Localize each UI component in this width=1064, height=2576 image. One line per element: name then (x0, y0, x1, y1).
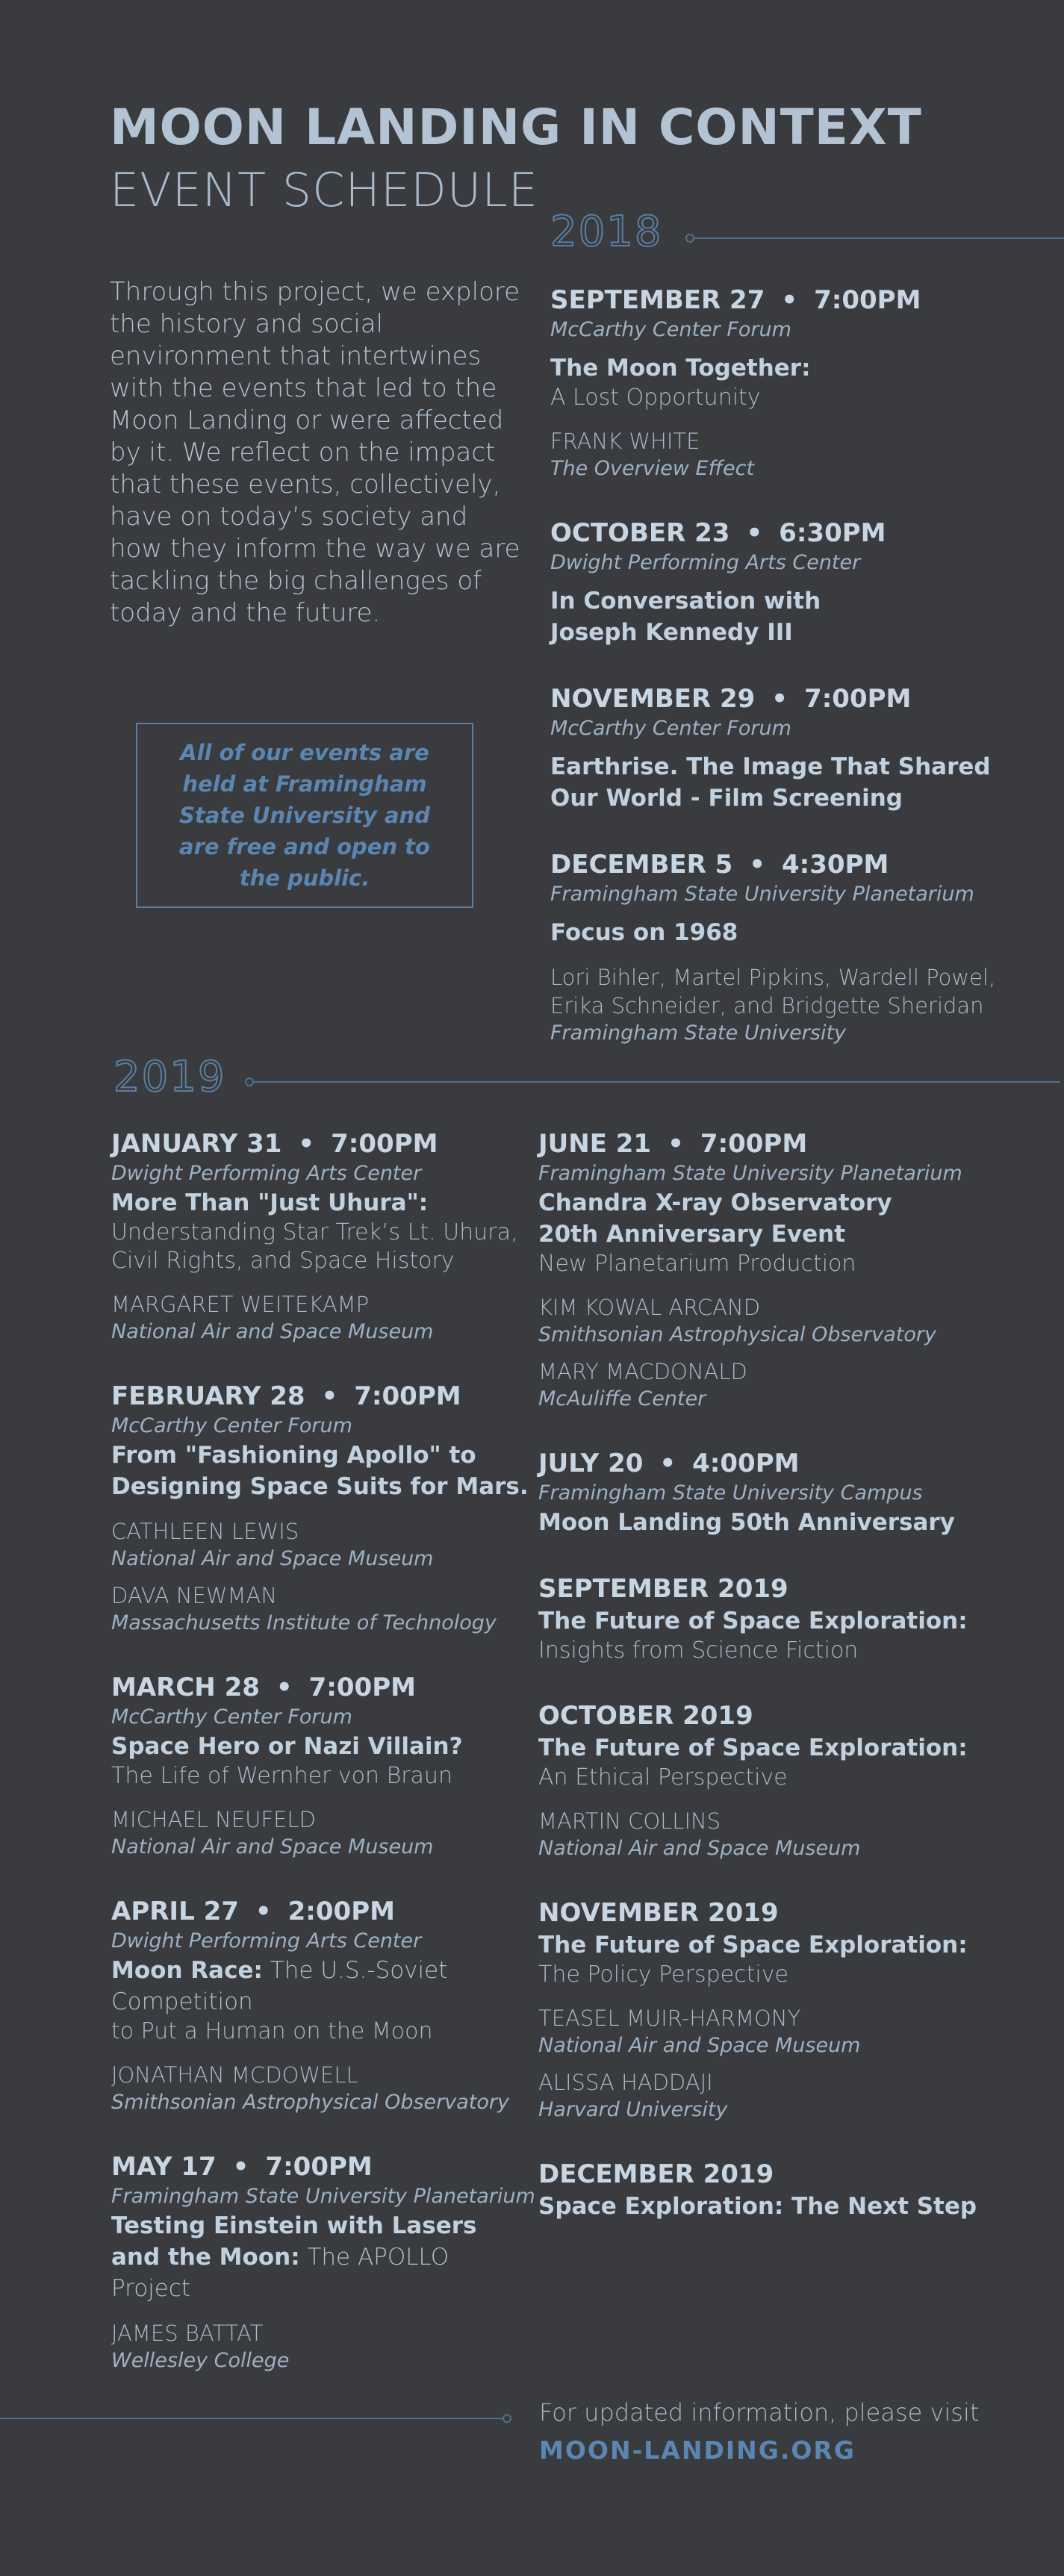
website-link[interactable]: MOON-LANDING.ORG (539, 2436, 856, 2465)
event-speaker: JONATHAN MCDOWELL (111, 2062, 358, 2088)
event-subtitle: Insights from Science Fiction (538, 1637, 859, 1664)
event-subtitle: An Ethical Perspective (538, 1764, 788, 1791)
event-title: Our World - Film Screening (550, 785, 903, 812)
event-speaker: MARGARET WEITEKAMP (111, 1292, 370, 1317)
event-oct2019 (538, 1699, 1046, 1862)
event-affiliation: Massachusetts Institute of Technology (111, 1611, 497, 1634)
event-speaker: KIM KOWAL ARCAND (538, 1295, 761, 1320)
event-date: NOVEMBER 2019 (538, 1898, 779, 1928)
event-date: MAY 17 • 7:00PM (111, 2152, 373, 2182)
event-date: JANUARY 31 • 7:00PM (111, 1129, 438, 1159)
event-subtitle: The Policy Perspective (538, 1961, 788, 1988)
events-2019-left (111, 1127, 535, 2374)
event-jan31 (111, 1127, 529, 1345)
year-2019-label: 2019 (113, 1053, 226, 1101)
footer-text: For updated information, please visit (539, 2398, 980, 2427)
event-date: OCTOBER 23 • 6:30PM (550, 518, 886, 548)
event-sep2019 (538, 1572, 1046, 1665)
event-sep27 (550, 284, 1043, 482)
event-venue: McCarthy Center Forum (550, 717, 791, 740)
event-apr27 (111, 1895, 529, 2116)
event-speakers: Erika Schneider, and Bridgette Sheridan (550, 993, 984, 1018)
notice-text: All of our events are held at Framingham State University and are free and open to the public. (179, 740, 430, 891)
event-title: Moon Race: The U.S.-Soviet Competition (111, 1957, 448, 2015)
event-speaker: JAMES BATTAT (111, 2321, 264, 2346)
event-speaker: TEASEL MUIR-HARMONY (538, 2006, 801, 2031)
year-2018-label: 2018 (550, 208, 663, 256)
event-venue: Framingham State University Planetarium (550, 883, 974, 906)
event-venue: McCarthy Center Forum (550, 318, 791, 341)
event-title: From "Fashioning Apollo" to (111, 1442, 476, 1469)
event-date: JULY 20 • 4:00PM (538, 1449, 800, 1478)
event-date: OCTOBER 2019 (538, 1701, 753, 1731)
event-affiliation: National Air and Space Museum (111, 1835, 434, 1858)
event-date: FEBRUARY 28 • 7:00PM (111, 1381, 461, 1411)
intro-paragraph: Through this project, we explore the history and social environment that intertwines with the events that led to the Moon Landing or were affected by it. We reflect on the impact that these events, collectively, have on today’s society and how they inform the way we are tackling the big challenges of today and the future. (110, 277, 520, 628)
year-2019-rule (254, 1081, 1060, 1083)
event-jun21 (538, 1127, 1046, 1413)
event-speaker: FRANK WHITE (550, 429, 700, 454)
event-title: Moon Landing 50th Anniversary (538, 1509, 955, 1536)
event-affiliation: National Air and Space Museum (111, 1547, 434, 1570)
event-title: In Conversation with (550, 588, 821, 615)
event-affiliation: The Overview Effect (550, 457, 755, 480)
events-2019-right (538, 1127, 1046, 2222)
event-subtitle: The Life of Wernher von Braun (111, 1763, 452, 1789)
event-title: Focus on 1968 (550, 919, 738, 946)
event-subtitle: A Lost Opportunity (550, 385, 761, 411)
event-venue: McCarthy Center Forum (111, 1414, 352, 1437)
footer-rule (0, 2418, 504, 2419)
event-title: Joseph Kennedy III (550, 619, 793, 646)
event-affiliation: Smithsonian Astrophysical Observatory (111, 2091, 509, 2114)
event-date: SEPTEMBER 2019 (538, 1574, 788, 1604)
event-title: Earthrise. The Image That Shared (550, 753, 991, 780)
event-date: NOVEMBER 29 • 7:00PM (550, 684, 912, 714)
event-speaker: MARY MACDONALD (538, 1359, 747, 1384)
event-date: SEPTEMBER 27 • 7:00PM (550, 285, 921, 315)
event-affiliation: National Air and Space Museum (538, 2034, 861, 2057)
event-venue: Framingham State University Planetarium (111, 2185, 535, 2208)
event-affiliation: National Air and Space Museum (538, 1837, 861, 1860)
event-affiliation: Smithsonian Astrophysical Observatory (538, 1323, 936, 1346)
event-venue: Framingham State University Planetarium (538, 1162, 962, 1185)
event-venue: Framingham State University Campus (538, 1481, 923, 1505)
event-subtitle: Understanding Star Trek’s Lt. Uhura, (111, 1219, 518, 1245)
event-mar28 (111, 1671, 529, 1861)
event-oct23 (550, 517, 1043, 648)
event-speaker: MARTIN COLLINS (538, 1808, 721, 1834)
event-nov2019 (538, 1897, 1046, 2124)
event-date: DECEMBER 5 • 4:30PM (550, 850, 889, 880)
event-affiliation: McAuliffe Center (538, 1387, 706, 1410)
year-2019-dot (245, 1077, 254, 1086)
event-title: More Than "Just Uhura": (111, 1189, 429, 1216)
event-venue: Dwight Performing Arts Center (111, 1929, 422, 1953)
event-speaker: CATHLEEN LEWIS (111, 1519, 299, 1544)
event-affiliation: Framingham State University (550, 1021, 847, 1045)
footer-dot (503, 2414, 511, 2423)
event-may17 (111, 2150, 535, 2374)
events-2018 (550, 284, 1043, 1047)
event-feb28 (111, 1380, 529, 1637)
event-title: and the Moon: The APOLLO Project (111, 2244, 449, 2302)
event-title: The Future of Space Exploration: (538, 1608, 968, 1634)
event-affiliation: Wellesley College (111, 2349, 290, 2372)
event-venue: McCarthy Center Forum (111, 1705, 352, 1729)
event-venue: Dwight Performing Arts Center (550, 551, 861, 574)
event-title: Chandra X-ray Observatory (538, 1189, 892, 1216)
event-title: Designing Space Suits for Mars. (111, 1473, 529, 1500)
event-subtitle: New Planetarium Production (538, 1251, 856, 1277)
event-title: Testing Einstein with Lasers (111, 2212, 477, 2239)
year-2018-rule (694, 237, 1064, 239)
event-jul20 (538, 1447, 1046, 1538)
event-title: The Future of Space Exploration: (538, 1932, 968, 1959)
event-date: APRIL 27 • 2:00PM (111, 1897, 395, 1926)
event-nov29 (550, 682, 1043, 814)
event-date: DECEMBER 2019 (538, 2159, 774, 2189)
event-speakers: Lori Bihler, Martel Pipkins, Wardell Powel, (550, 965, 996, 990)
year-2018-dot (685, 234, 694, 243)
page-subtitle: EVENT SCHEDULE (110, 163, 538, 217)
notice-box (136, 723, 473, 908)
event-dec5 (550, 848, 1043, 1047)
event-venue: Dwight Performing Arts Center (111, 1162, 422, 1185)
event-title: The Moon Together: (550, 355, 811, 382)
event-date: JUNE 21 • 7:00PM (538, 1129, 808, 1159)
event-affiliation: Harvard University (538, 2098, 728, 2121)
page-title: MOON LANDING IN CONTEXT (110, 99, 922, 156)
event-subtitle: Civil Rights, and Space History (111, 1248, 455, 1274)
event-affiliation: National Air and Space Museum (111, 1320, 434, 1343)
event-speaker: DAVA NEWMAN (111, 1583, 278, 1608)
event-dec2019 (538, 2158, 1046, 2222)
event-date: MARCH 28 • 7:00PM (111, 1673, 416, 1702)
event-subtitle: to Put a Human on the Moon (111, 2018, 433, 2044)
event-title: 20th Anniversary Event (538, 1221, 846, 1248)
event-speaker: ALISSA HADDAJI (538, 2070, 713, 2095)
event-title: Space Hero or Nazi Villain? (111, 1733, 463, 1760)
event-title: The Future of Space Exploration: (538, 1735, 968, 1761)
event-speaker: MICHAEL NEUFELD (111, 1807, 316, 1832)
event-title: Space Exploration: The Next Step (538, 2193, 977, 2220)
